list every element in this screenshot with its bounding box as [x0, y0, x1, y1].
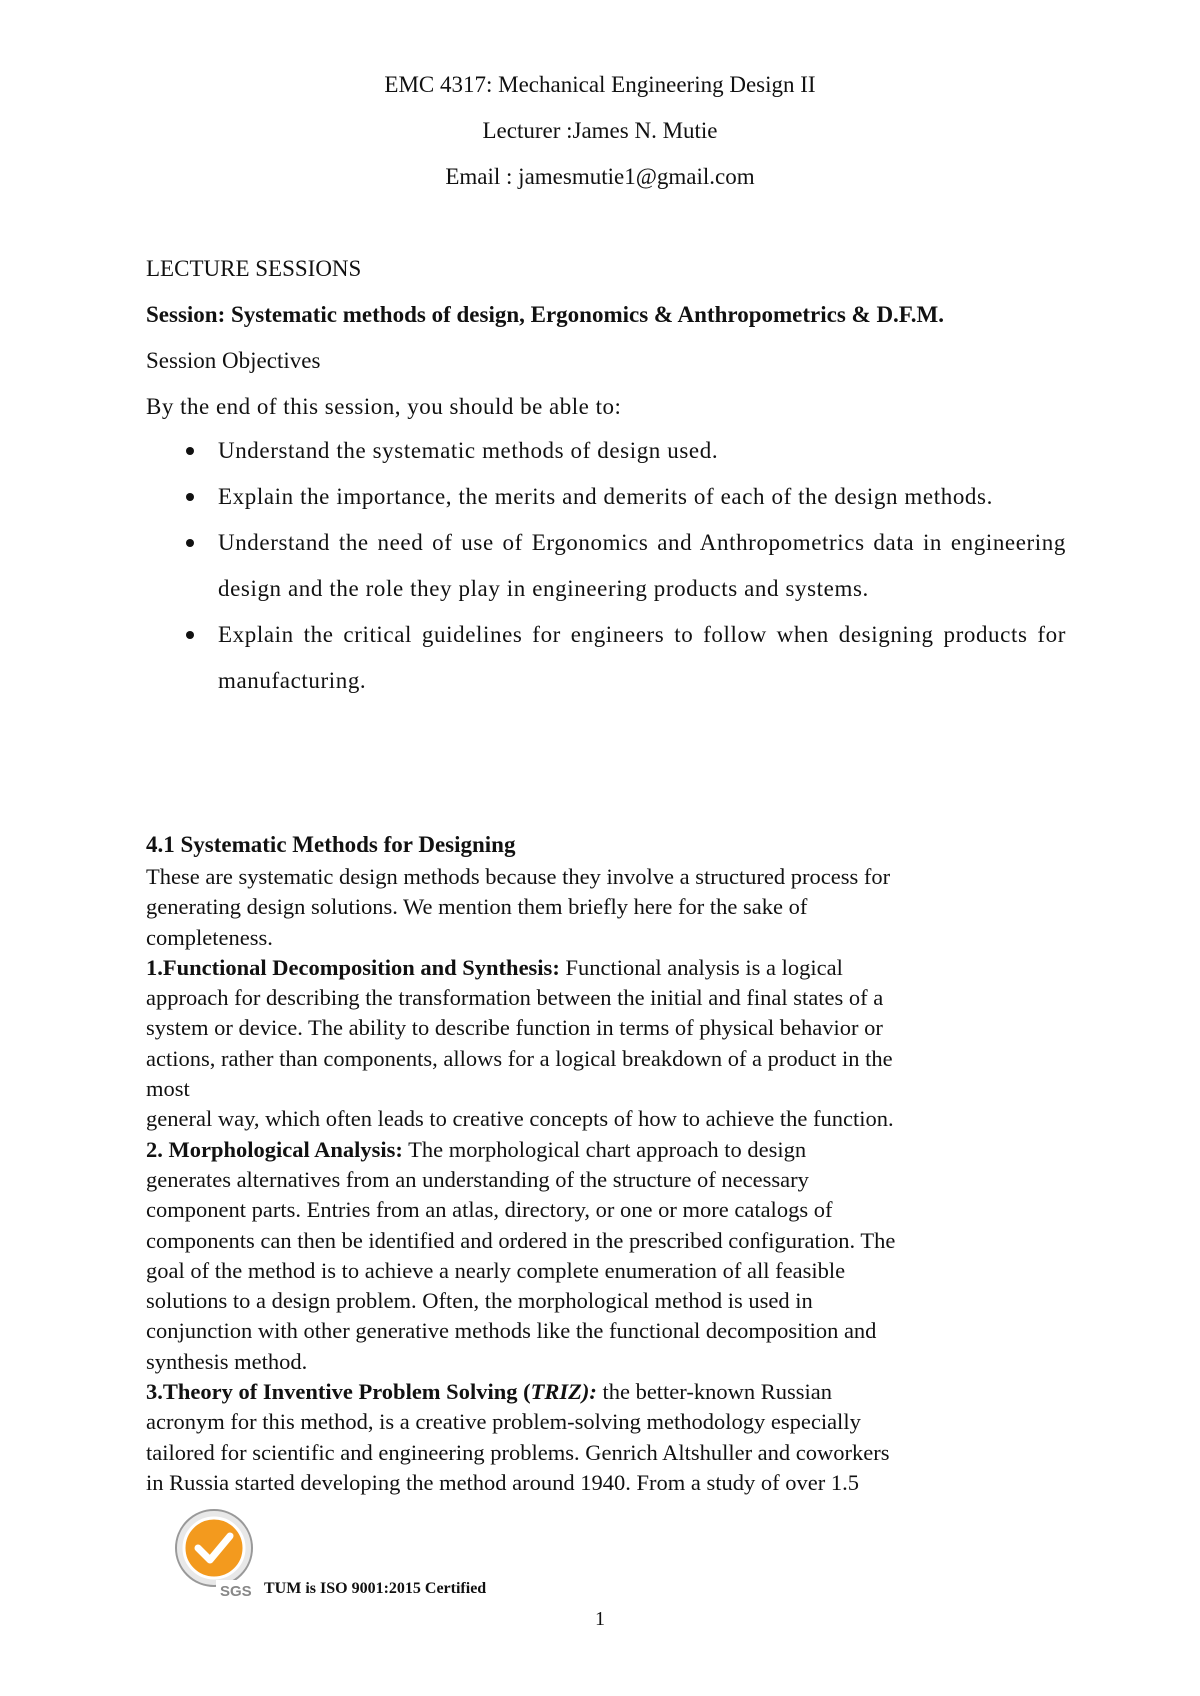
body-line: These are systematic design methods because they involve a structured process for	[146, 864, 891, 889]
certification-text: TUM is ISO 9001:2015 Certified	[264, 1580, 487, 1597]
method-title-italic: TRIZ):	[530, 1379, 597, 1405]
sgs-logo-icon	[174, 1506, 264, 1602]
method-title: 2. Morphological Analysis:	[146, 1136, 403, 1162]
body-line: solutions to a design problem. Often, the morphological method is used in	[146, 1288, 813, 1314]
objective-item: Understand the need of use of Ergonomics and Anthropometrics data in engineering design and the role they play in engineering products and systems.	[146, 520, 1066, 612]
session-objectives-label: Session Objectives	[146, 348, 321, 373]
body-line: synthesis method.	[146, 1348, 308, 1374]
section-body	[146, 862, 1076, 1498]
session-title: Session: Systematic methods of design, Ergonomics & Anthropometrics & D.F.M.	[146, 302, 944, 327]
body-line: most	[146, 1076, 190, 1102]
email-line: Email : jamesmutie1@gmail.com	[445, 164, 755, 189]
objective-item: Understand the systematic methods of design used.	[146, 428, 1066, 474]
bullet-icon	[186, 539, 194, 547]
logo-text: SGS	[220, 1583, 252, 1600]
body-line: components can then be identified and ordered in the prescribed configuration. The	[146, 1227, 896, 1253]
body-line: actions, rather than components, allows for a logical breakdown of a product in the	[146, 1045, 893, 1071]
objective-item: Explain the importance, the merits and demerits of each of the design methods.	[146, 474, 1066, 520]
body-line: system or device. The ability to describe function in terms of physical behavior or	[146, 1015, 883, 1041]
body-line: completeness.	[146, 924, 273, 950]
bullet-icon	[186, 493, 194, 501]
method-paragraph: 2. Morphological Analysis: The morphological chart approach to design	[146, 1136, 807, 1162]
body-line: generating design solutions. We mention them briefly here for the sake of	[146, 894, 808, 920]
method-title: 3.Theory of Inventive Problem Solving (	[146, 1379, 531, 1405]
body-line: approach for describing the transformation between the initial and final states of a	[146, 985, 884, 1011]
body-line: generates alternatives from an understanding of the structure of necessary	[146, 1166, 809, 1192]
body-line: general way, which often leads to creative concepts of how to achieve the function.	[146, 1106, 894, 1132]
sgs-certification-logo	[174, 1506, 264, 1602]
body-line: tailored for scientific and engineering problems. Genrich Altshuller and coworkers	[146, 1439, 890, 1465]
method-paragraph: 1.Functional Decomposition and Synthesis: Functional analysis is a logical	[146, 954, 843, 980]
body-line: component parts. Entries from an atlas, directory, or one or more catalogs of	[146, 1197, 833, 1223]
body-line: goal of the method is to achieve a nearly complete enumeration of all feasible	[146, 1257, 846, 1283]
body-line: acronym for this method, is a creative problem-solving methodology especially	[146, 1409, 861, 1435]
lecture-sessions-label: LECTURE SESSIONS	[146, 256, 362, 281]
page-number: 1	[595, 1608, 605, 1630]
course-title: EMC 4317: Mechanical Engineering Design II	[384, 72, 816, 97]
objectives-list	[146, 428, 1066, 704]
method-paragraph: 3.Theory of Inventive Problem Solving (TRIZ): the better-known Russian	[146, 1379, 832, 1405]
objective-item: Explain the critical guidelines for engineers to follow when designing products for manufacturing.	[146, 612, 1066, 704]
section-heading: 4.1 Systematic Methods for Designing	[146, 832, 516, 857]
body-line: in Russia started developing the method around 1940. From a study of over 1.5	[146, 1469, 860, 1495]
body-line: conjunction with other generative methods like the functional decomposition and	[146, 1318, 877, 1344]
lecturer-line: Lecturer :James N. Mutie	[482, 118, 718, 143]
objectives-intro: By the end of this session, you should be able to:	[146, 394, 622, 419]
method-title: 1.Functional Decomposition and Synthesis:	[146, 954, 560, 980]
bullet-icon	[186, 447, 194, 455]
bullet-icon	[186, 631, 194, 639]
